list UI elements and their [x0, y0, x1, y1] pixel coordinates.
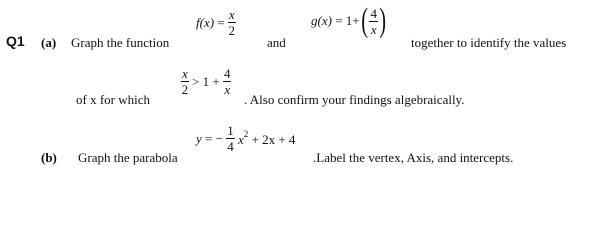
part-b-instruction: Graph the parabola	[78, 150, 178, 165]
label-instruction-text: .Label the vertex, Axis, and intercepts.	[313, 150, 514, 165]
y-numerator: 1	[227, 123, 234, 138]
g-lhs: g(x)	[311, 13, 332, 28]
y-equals-minus: = −	[205, 130, 223, 146]
function-g-equation	[311, 4, 385, 38]
left-paren: (	[361, 2, 368, 39]
and-word: and	[267, 35, 286, 50]
g-equals: =	[335, 13, 343, 28]
f-fraction	[228, 8, 236, 37]
question-number: Q1	[6, 33, 25, 49]
g-denominator: x	[370, 21, 377, 37]
ineq-denominator-1: 2	[181, 82, 189, 97]
y-fraction	[226, 124, 235, 153]
y-x-squared	[238, 129, 295, 148]
inequality	[181, 67, 231, 96]
confirm-text: . Also confirm your findings algebraically.	[244, 92, 465, 107]
ineq-fraction-2	[223, 67, 232, 96]
ineq-numerator-1: x	[182, 66, 188, 81]
together-text: together to identify the values	[411, 35, 567, 50]
y-denominator: 4	[227, 139, 234, 154]
g-fraction	[369, 7, 378, 36]
y-exponent: 2	[243, 129, 249, 139]
ineq-numerator-2: 4	[223, 66, 231, 81]
ineq-fraction-1	[181, 67, 189, 96]
f-lhs: f(x)	[196, 14, 215, 30]
function-f-equation	[196, 8, 236, 37]
y-x: x	[237, 132, 244, 147]
y-rest: + 2x + 4	[248, 132, 296, 147]
parabola-equation	[196, 124, 295, 153]
g-numerator: 4	[370, 5, 377, 21]
f-numerator: x	[228, 7, 235, 22]
right-paren: )	[379, 2, 387, 39]
part-a-label: (a)	[41, 35, 57, 50]
f-equals: =	[217, 14, 225, 30]
g-one-plus: 1+	[345, 13, 360, 28]
of-x-text: of x for which	[76, 92, 151, 107]
f-denominator: 2	[228, 23, 236, 38]
ineq-denominator-2: x	[224, 82, 231, 97]
ineq-operator: > 1 +	[192, 73, 220, 89]
part-b-label: (b)	[41, 150, 57, 165]
part-a-instruction: Graph the function	[71, 35, 170, 50]
y-lhs: y	[196, 130, 202, 146]
